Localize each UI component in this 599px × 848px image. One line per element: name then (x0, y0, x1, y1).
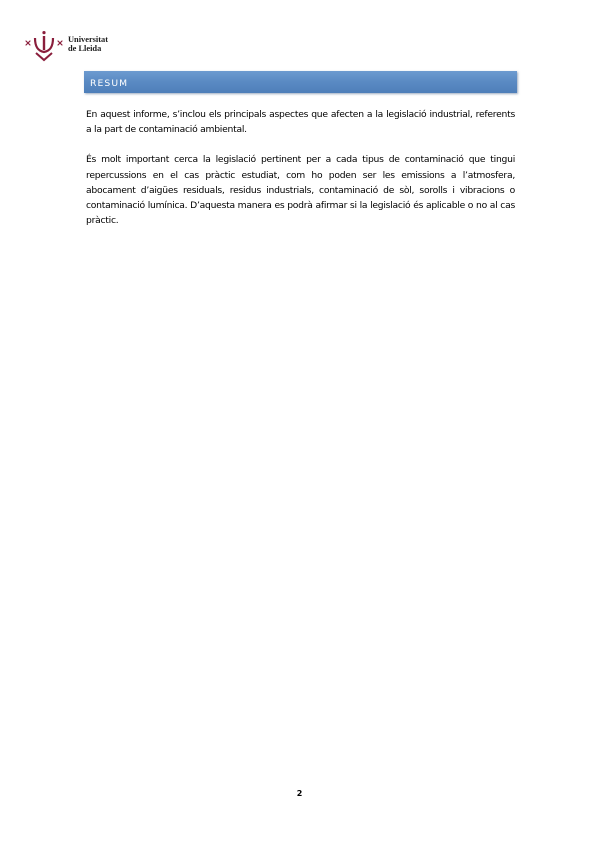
university-name-line2: de Lleida (68, 43, 102, 53)
university-name-line1: Universitat (68, 35, 109, 44)
page-number: 2 (296, 789, 303, 798)
university-name (68, 36, 108, 53)
section-heading-bar (84, 71, 517, 93)
document-body (86, 107, 515, 228)
university-of-lleida-emblem-icon (24, 30, 64, 62)
university-logo (24, 30, 124, 62)
section-title: RESUM (90, 78, 129, 89)
paragraph: En aquest informe, s’inclou els principals aspectes que afecten a la legislació industrial, referents a la part de contaminació ambiental. (86, 109, 515, 136)
paragraph: És molt important cerca la legislació pertinent per a cada tipus de contaminació que tingui repercussions en el cas pràctic estudiat, com ho poden ser les emissions a l’atmosfera, abocament d’aigües residuals, residus industrials, contaminació de sòl, sorolls i vibracions o contaminació lumínica. D’aquesta manera es podrà afirmar si la legislació és aplicable o no al cas pràctic. (86, 154, 515, 227)
